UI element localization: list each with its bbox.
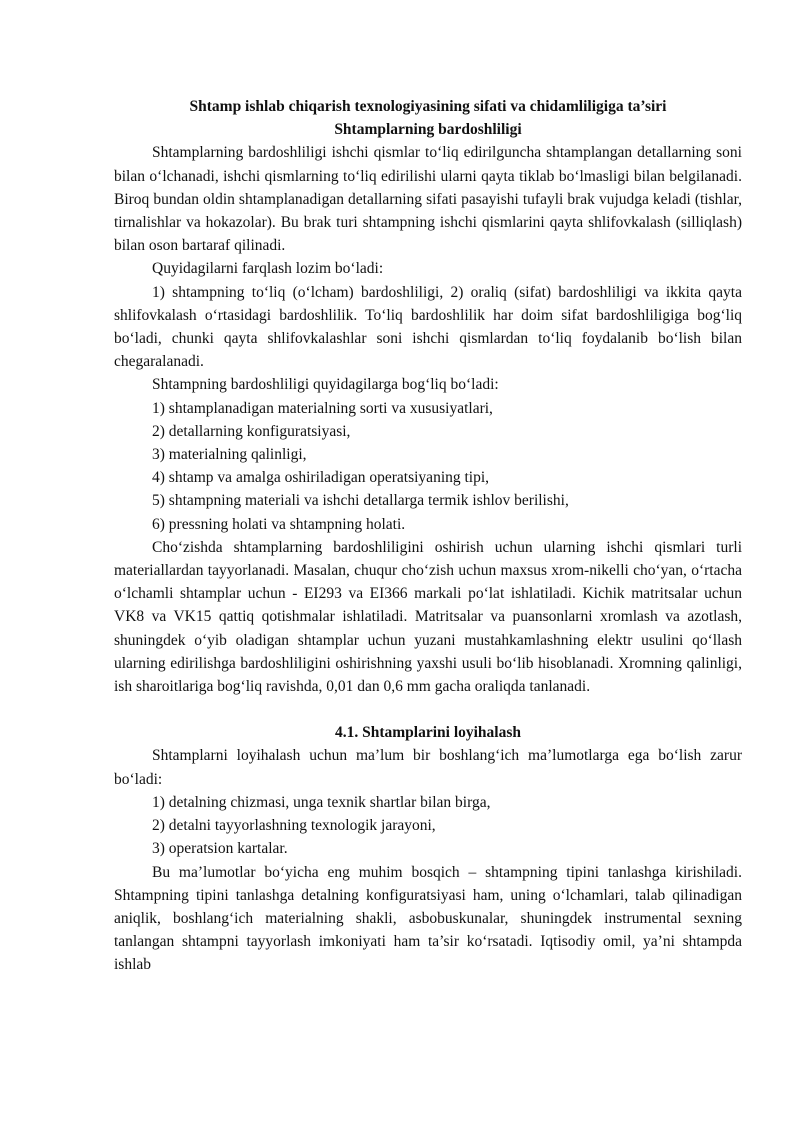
list-item: 3) materialning qalinligi,	[152, 446, 307, 464]
list-item: 5) shtampning materiali va ishchi detallarga termik ishlov berilishi,	[152, 492, 569, 510]
paragraph: 1) shtampning to‘liq (o‘lcham) bardoshliligi, 2) oraliq (sifat) bardoshliligi va ikkita qayta shlifovkalash o‘rtasidagi bardoshlilik. To‘liq bardoshlilik har doim sifat bardoshliligiga bog‘liq bo‘ladi, chunki qayta shlifovkalashlar soni ishchi qismlardan to‘liq foydalanib bo‘lish bilan chegaralanadi.	[114, 283, 742, 371]
document-page	[114, 95, 742, 977]
list-dependencies	[114, 397, 742, 536]
list-item: 2) detalni tayyorlashning texnologik jarayoni,	[152, 817, 436, 835]
spacer	[114, 698, 742, 721]
paragraph: Cho‘zishda shtamplarning bardoshliligini oshirish uchun ularning ishchi qismlari turli materiallardan tayyorlanadi. Masalan, chuqur cho‘zish uchun maxsus xrom-nikelli cho‘yan, o‘rtacha o‘lchamli shtamplar uchun - EI293 va EI366 markali po‘lat ishlatiladi. Kichik matritsalar uchun VK8 va VK15 qattiq qotishmalar ishlatiladi. Matritsalar va puansonlarni xromlash va azotlash, shuningdek o‘yib oladigan shtamplar uchun yuzani mustahkamlashning elektr usulini qo‘llash ularning edirilishga bardoshliligini oshirishning yaxshi usuli bo‘lib hisoblanadi. Xromning qalinligi, ish sharoitlariga bog‘liq ravishda, 0,01 dan 0,6 mm gacha oraliqda tanlanadi.	[114, 538, 742, 696]
paragraph: Quyidagilarni farqlash lozim bo‘ladi:	[152, 260, 384, 278]
list-item: 1) detalning chizmasi, unga texnik shartlar bilan birga,	[152, 793, 491, 811]
paragraph: Shtamplarni loyihalash uchun ma’lum bir boshlang‘ich ma’lumotlarga ega bo‘lish zarur bo‘ladi:	[114, 747, 742, 788]
list-item: 2) detallarning konfiguratsiyasi,	[152, 422, 351, 440]
section-heading: 4.1. Shtamplarini loyihalash	[334, 724, 522, 742]
paragraph: Shtamplarning bardoshliligi ishchi qismlar to‘liq edirilguncha shtamplangan detallarning soni bilan o‘lchanadi, ishchi qismlarning to‘liq edirilishi ularni qayta tiklab bo‘lmasligi bilan belgilanadi. Biroq bundan oldin shtamplanadigan detallarning sifati pasayishi tufayli brak vujudga keladi (tishlar, tirnalishlar va hokazolar). Bu brak turi shtampning ishchi qismlarini qayta shlifovkalash (silliqlash) bilan oson bartaraf qilinadi.	[114, 144, 742, 255]
list-item: 4) shtamp va amalga oshiriladigan operatsiyaning tipi,	[152, 469, 490, 487]
list-item: 1) shtamplanadigan materialning sorti va xususiyatlari,	[152, 399, 493, 417]
subsection-title: Shtamplarning bardoshliligi	[334, 121, 522, 139]
paragraph: Bu ma’lumotlar bo‘yicha eng muhim bosqich – shtampning tipini tanlashga kirishiladi. Shtampning tipini tanlashga detalning konfiguratsiyasi ham, uning o‘lchamlari, talab qilinadigan aniqlik, boshlang‘ich materialning shakli, asbobuskunalar, shuningdek instrumental sexning tanlangan shtampni tayyorlash imkoniyati ham ta’sir ko‘rsatadi. Iqtisodiy omil, ya’ni shtampda ishlab	[114, 863, 742, 974]
list-item: 3) operatsion kartalar.	[152, 840, 288, 858]
section-title: Shtamp ishlab chiqarish texnologiyasining sifati va chidamliligiga ta’siri	[189, 98, 667, 115]
paragraph: Shtampning bardoshliligi quyidagilarga bog‘liq bo‘ladi:	[152, 376, 499, 394]
list-item: 6) pressning holati va shtampning holati.	[152, 515, 406, 533]
list-inputs	[114, 791, 742, 861]
